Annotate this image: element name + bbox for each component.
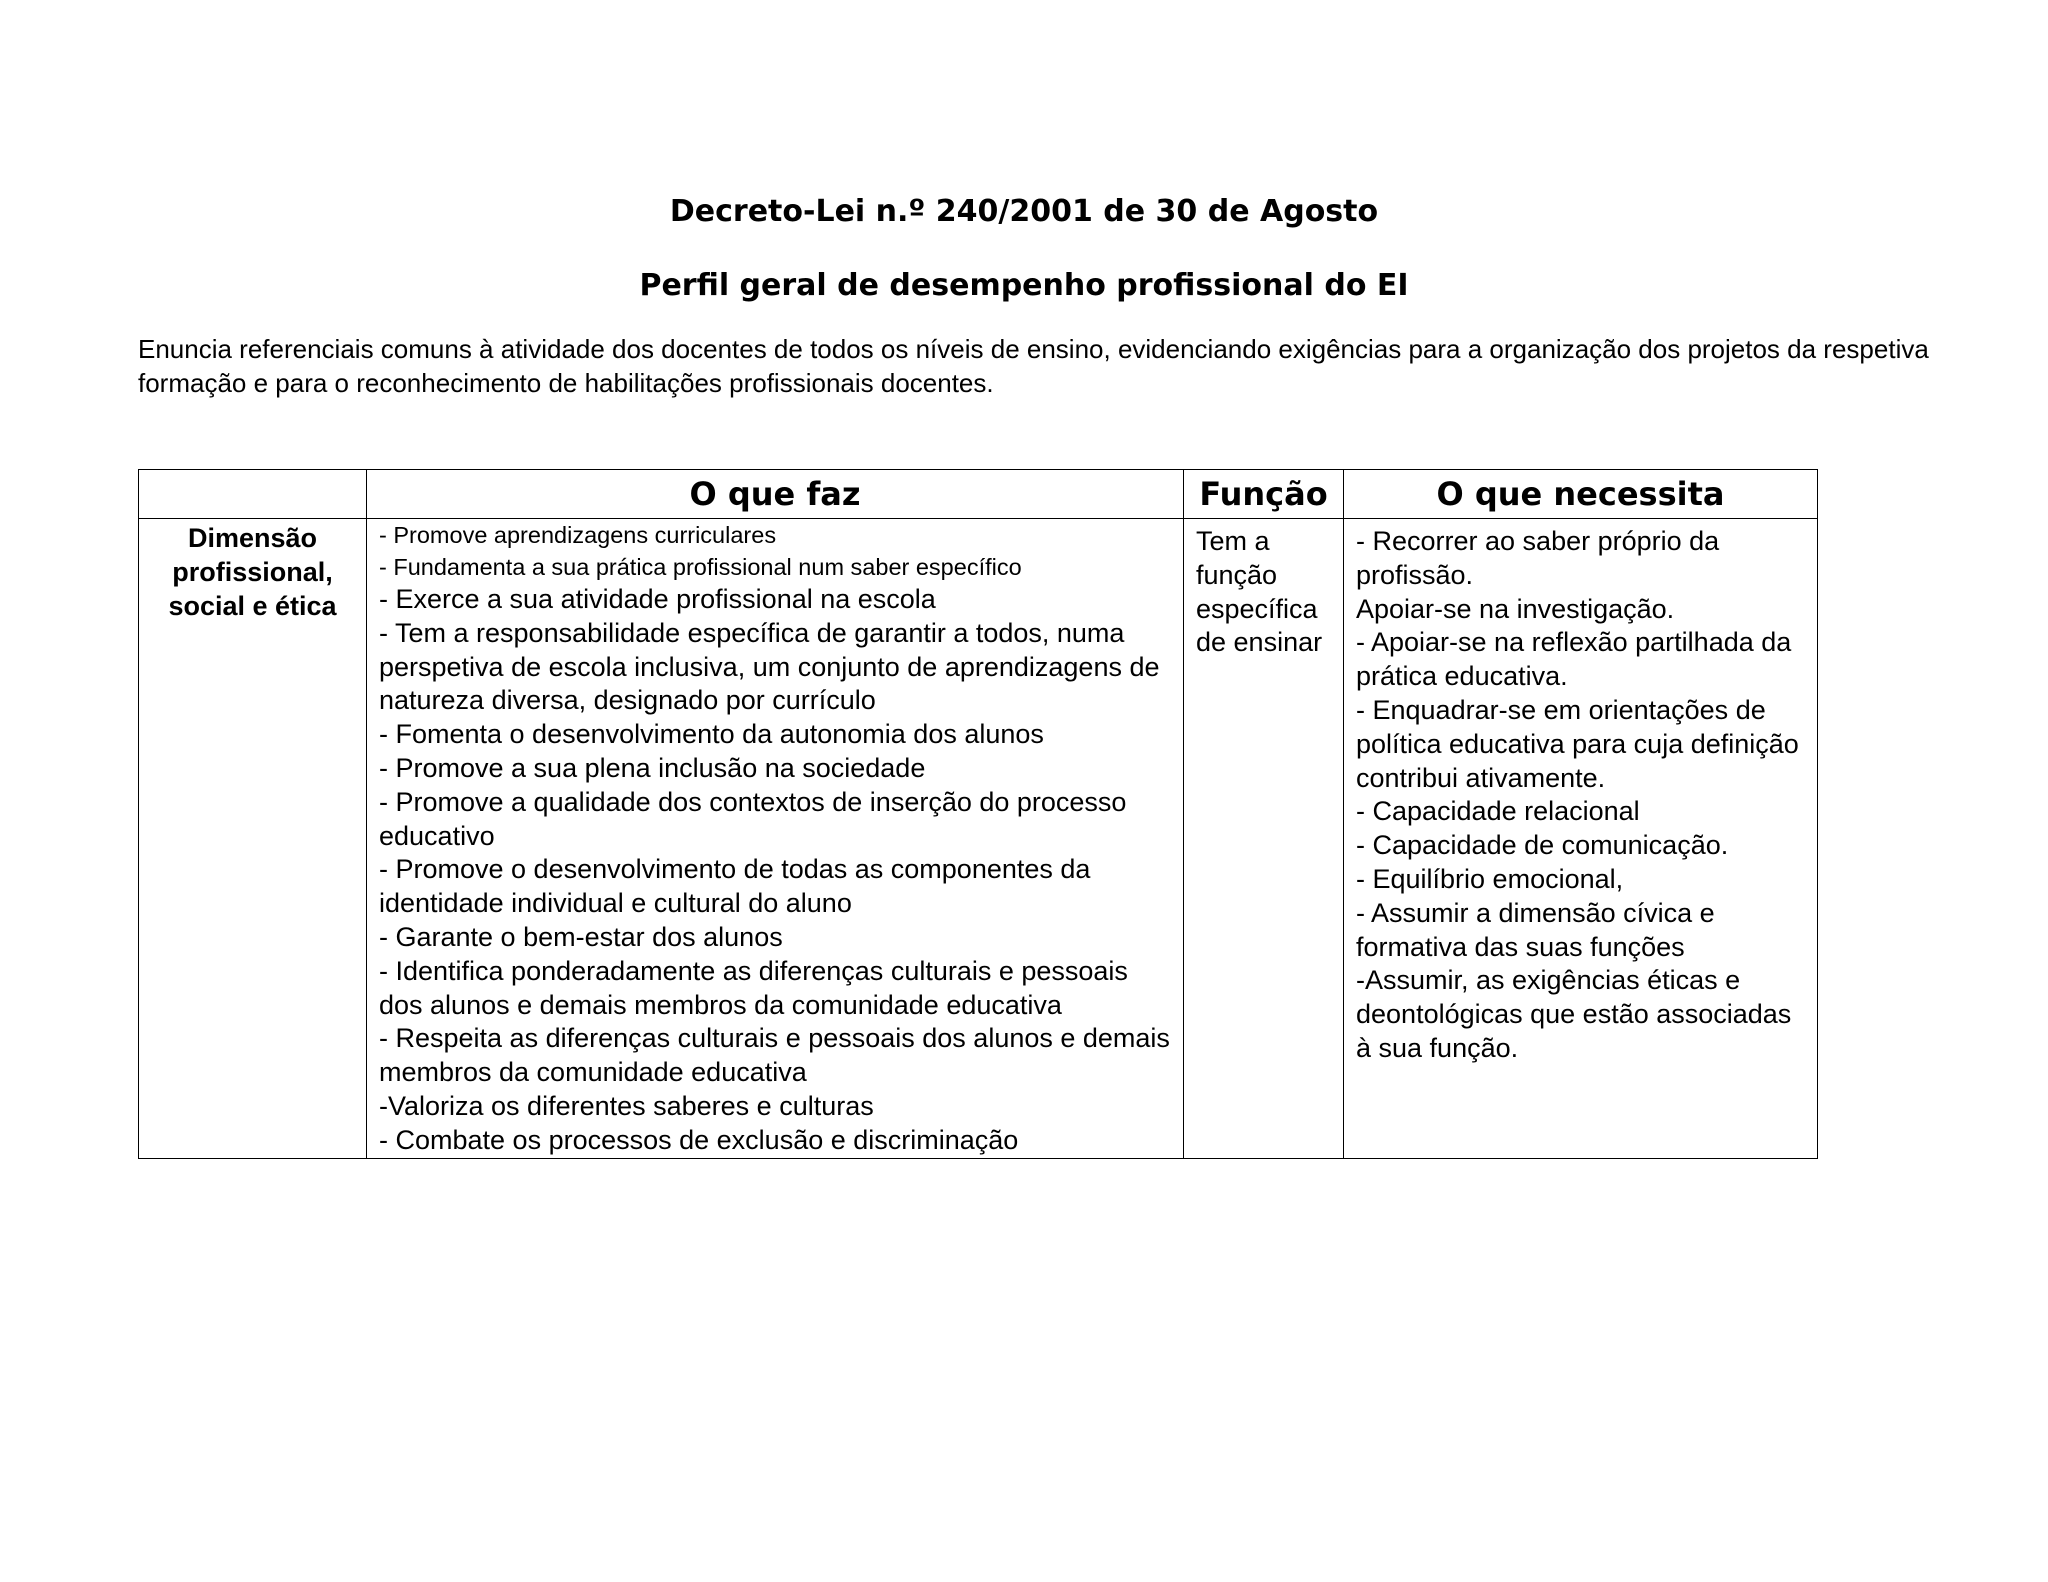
what-it-does-cell [367, 519, 1184, 1159]
profile-table [138, 469, 1818, 1159]
list-item: - Tem a responsabilidade específica de garantir a todos, numa perspetiva de escola inclusiva, um conjunto de aprendizagens de natureza diversa, designado por currículo [379, 617, 1160, 716]
list-item: - Promove a sua plena inclusão na sociedade [379, 752, 926, 783]
function-cell: Tem a função específica de ensinar [1184, 519, 1344, 1159]
list-item: - Exerce a sua atividade profissional na escola [379, 584, 936, 614]
list-item: -Assumir, as exigências éticas e deontológicas que estão associadas à sua função. [1356, 965, 1792, 1063]
intro-paragraph: Enuncia referenciais comuns à atividade dos docentes de todos os níveis de ensino, evidenciando exigências para a organização dos projetos da respetiva formação e para o reconhecimento de habilitações profissionais docentes. [138, 334, 1929, 398]
list-item: - Fundamenta a sua prática profissional num saber específico [379, 554, 1022, 580]
list-item: Apoiar-se na investigação. [1356, 593, 1675, 624]
document-subtitle: Perfil geral de desempenho profissional do EI [639, 268, 1409, 303]
table-row [139, 519, 1818, 1159]
header-what-it-does: O que faz [367, 470, 1184, 519]
table-header-row [139, 470, 1818, 519]
what-it-needs-cell [1344, 519, 1818, 1159]
header-function: Função [1184, 470, 1344, 519]
list-item: - Promove o desenvolvimento de todas as componentes da identidade individual e cultural do aluno [379, 854, 1091, 919]
list-item: - Identifica ponderadamente as diferenças culturais e pessoais dos alunos e demais membros da comunidade educativa [379, 955, 1128, 1020]
what-it-needs-list [1356, 525, 1807, 1066]
header-what-it-needs: O que necessita [1344, 470, 1818, 519]
list-item: -Valoriza os diferentes saberes e culturas [379, 1090, 874, 1121]
list-item: - Assumir a dimensão cívica e formativa das suas funções [1356, 897, 1715, 962]
list-item: - Promove aprendizagens curriculares [379, 522, 777, 548]
list-item: - Fomenta o desenvolvimento da autonomia dos alunos [379, 719, 1044, 750]
list-item: - Respeita as diferenças culturais e pessoais dos alunos e demais membros da comunidade educativa [379, 1023, 1170, 1088]
header-empty-cell [139, 470, 367, 519]
list-item: - Combate os processos de exclusão e discriminação [379, 1124, 1019, 1155]
list-item: - Apoiar-se na reflexão partilhada da prática educativa. [1356, 627, 1792, 692]
list-item: - Capacidade relacional [1356, 796, 1640, 827]
dimension-cell: Dimensão profissional, social e ética [139, 519, 367, 1159]
list-item: - Equilíbrio emocional, [1356, 863, 1624, 894]
list-item: - Promove a qualidade dos contextos de inserção do processo educativo [379, 786, 1127, 851]
list-item: - Garante o bem-estar dos alunos [379, 921, 783, 952]
document-title: Decreto-Lei n.º 240/2001 de 30 de Agosto [669, 194, 1379, 229]
what-it-does-list [379, 519, 1175, 1158]
list-item: - Recorrer ao saber próprio da profissão. [1356, 526, 1720, 590]
list-item: - Enquadrar-se em orientações de política educativa para cuja definição contribui ativamente. [1356, 694, 1799, 793]
list-item: - Capacidade de comunicação. [1356, 830, 1729, 861]
